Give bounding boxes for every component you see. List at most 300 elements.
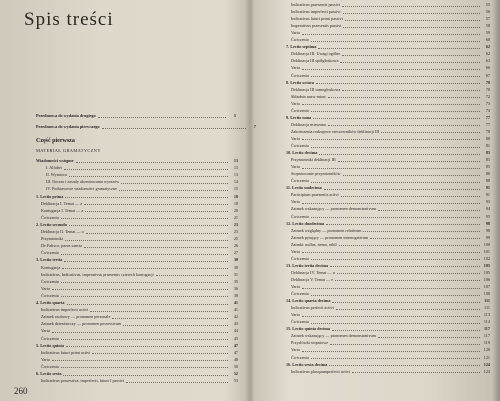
toc-entry-page: 101 [483, 248, 490, 254]
toc-entry [291, 242, 490, 248]
toc-entry [291, 355, 490, 361]
toc-entry-title: Varia [291, 164, 300, 170]
toc-entry-title: 8. Lectio octava [286, 79, 315, 85]
toc-entry-title: 2. Lectio secunda [36, 221, 67, 227]
toc-entry-page: 27 [233, 250, 238, 256]
toc-entry [41, 293, 238, 299]
dot-leader [311, 323, 480, 324]
toc-entry-page: 113 [483, 312, 490, 318]
toc-entry [41, 350, 238, 356]
dot-leader [302, 139, 480, 140]
toc-entry [41, 250, 238, 256]
toc-entry-title: Ćwiczenia [291, 291, 309, 297]
toc-entry [291, 23, 490, 29]
dot-leader [328, 125, 480, 126]
toc-entry-page: 21 [233, 214, 238, 220]
toc-entry [41, 243, 238, 249]
toc-entry-title: 3. Lectio tertia [36, 257, 63, 263]
dot-leader [69, 225, 228, 226]
toc-entry-page: 25 [233, 236, 238, 242]
dot-leader [311, 295, 480, 296]
dot-leader [61, 218, 228, 219]
toc-entry [41, 279, 238, 285]
dot-leader [86, 233, 228, 234]
preface-entry: Przedmowa do wydania drugiego 5 [36, 113, 236, 118]
toc-entry-title: Indicativus imperfecti passivi [291, 9, 341, 15]
toc-entry-page: 15 [233, 186, 238, 192]
dot-leader [84, 204, 228, 205]
toc-entry-page: 91 [485, 185, 490, 191]
toc-entry [41, 357, 238, 363]
toc-entry [291, 284, 490, 290]
toc-entry-page: 53 [233, 378, 238, 384]
toc-entry-title: Wiadomości wstępne [36, 158, 74, 163]
dot-leader [302, 203, 480, 204]
dot-leader [52, 360, 228, 361]
toc-entry-page: 98 [485, 227, 490, 233]
toc-entry-title: Deklinacja III. Uwagi ogólne [291, 51, 341, 57]
toc-entry-page: 20 [233, 207, 238, 213]
toc-entry-title: Składnia nazw miast [291, 93, 326, 99]
toc-entry-title: Deklinacja V. Temat — e [291, 276, 334, 282]
dot-leader [52, 289, 228, 290]
toc-entry-title: Varia [41, 328, 50, 334]
toc-entry [291, 369, 490, 375]
toc-entry-title: Zaimek osobowy — pronomen personale [41, 314, 111, 320]
toc-entry [291, 58, 490, 64]
toc-entry-title: 16. Lectio sexta decima [286, 361, 328, 367]
toc-entry [291, 65, 490, 71]
toc-entry [291, 291, 490, 297]
toc-entry-title: Participium praesentis activi [291, 192, 339, 198]
dot-leader [316, 83, 480, 84]
toc-entry [36, 371, 238, 377]
toc-entry [291, 101, 490, 107]
toc-entry-title: Ćwiczenia [291, 178, 309, 184]
right-page [254, 0, 500, 401]
dot-leader [90, 311, 228, 312]
toc-entry-title: Ćwiczenia [41, 363, 59, 369]
toc-entry-page: 62 [485, 51, 490, 57]
dot-leader [302, 252, 480, 253]
dot-leader [326, 224, 480, 225]
toc-entry [291, 9, 490, 15]
toc-entry-page: 36 [233, 285, 238, 291]
toc-entry-title: Zaimek wskazujący — pronomen demonstrativum [291, 333, 376, 339]
preface-entry: Przedmowa do wydania pierwszego 7 [36, 124, 256, 129]
toc-entry [291, 16, 490, 22]
toc-entry [286, 44, 490, 50]
toc-entry [286, 326, 490, 332]
toc-entry-page: 121 [483, 354, 490, 360]
toc-entry [41, 236, 238, 242]
dot-leader [85, 211, 228, 212]
dot-leader [381, 132, 480, 133]
toc-entry-title: Varia [291, 30, 300, 36]
toc-entry [41, 208, 238, 214]
dot-leader [328, 97, 480, 98]
toc-entry-title: Przymiotniki [41, 236, 63, 242]
toc-entry-page: 23 [233, 221, 238, 227]
dot-leader [332, 330, 480, 331]
toc-entry [286, 115, 490, 121]
toc-entry-page: 120 [483, 347, 490, 353]
toc-entry [291, 94, 490, 100]
toc-entry-title: Ćwiczenia [291, 72, 309, 78]
toc-entry-title: Ćwiczenia [291, 319, 309, 325]
toc-entry-page: 57 [485, 16, 490, 22]
toc-entry-page: 48 [233, 356, 238, 362]
toc-entry-page: 119 [483, 340, 490, 346]
toc-entry [36, 257, 238, 263]
dot-leader [84, 247, 228, 248]
toc-entry-page: 106 [483, 276, 490, 282]
toc-entry-title: Koniugacja I. Temat — a [41, 207, 84, 213]
dot-leader [311, 259, 480, 260]
toc-entry-title: Varia [291, 284, 300, 289]
dot-leader [311, 111, 480, 112]
toc-entry [41, 286, 238, 292]
dot-leader [61, 282, 228, 283]
dot-leader [126, 382, 228, 383]
toc-entry-title: 14. Lectio quarta decima [286, 298, 331, 304]
dot-leader [119, 190, 228, 191]
dot-leader [318, 48, 480, 49]
dot-leader [92, 353, 228, 354]
dot-leader [121, 183, 228, 184]
toc-entry-page: 23 [233, 229, 238, 234]
toc-entry-title: Varia [291, 65, 300, 71]
dot-leader [340, 62, 480, 63]
dot-leader [343, 13, 480, 14]
toc-entry-page: 98 [485, 220, 490, 226]
dot-leader [311, 217, 480, 218]
toc-entry [291, 305, 490, 311]
toc-entry [41, 265, 238, 271]
toc-entry-title: 13. Lectio tertia decima [286, 262, 329, 268]
dot-leader [62, 268, 228, 269]
toc-entry [291, 340, 490, 346]
dot-leader [311, 358, 480, 359]
dot-leader [302, 104, 480, 105]
toc-entry-title: Zaimki: nullus, nemo, nihil [291, 241, 337, 247]
toc-entry-title: Varia [291, 248, 300, 254]
toc-entry-title: Varia [41, 285, 50, 291]
toc-entry-page: 66 [485, 65, 490, 71]
toc-entry [286, 362, 490, 368]
toc-entry-title: Stopniowanie przymiotników [291, 171, 341, 177]
toc-entry-title: IV. Podstawowe wiadomości gramatyczne [46, 186, 117, 192]
dot-leader [343, 175, 480, 176]
toc-entry-page: 42 [233, 314, 238, 320]
toc-entry-page: 107 [483, 284, 490, 289]
toc-entry-title: Ćwiczenia [291, 107, 309, 113]
toc-entry-page: 30 [233, 264, 238, 270]
toc-entry-title: Indicativus imperfecti activi [41, 307, 89, 313]
toc-entry-page: 77 [485, 121, 490, 127]
dot-leader [61, 296, 228, 297]
toc-entry-page: 78 [485, 128, 490, 134]
dot-leader [66, 346, 228, 347]
toc-entry-page: 111 [484, 305, 490, 311]
toc-entry-page: 44 [233, 328, 238, 334]
toc-entry-page: 93 [485, 199, 490, 205]
toc-entry-page: 47 [233, 342, 238, 348]
toc-entry [46, 172, 238, 178]
toc-entry [36, 300, 238, 306]
dot-leader [61, 339, 228, 340]
dot-leader [61, 367, 228, 368]
dot-leader [342, 55, 480, 56]
toc-entry-title: Varia [291, 100, 300, 106]
toc-entry [291, 214, 490, 220]
dot-leader [342, 6, 480, 7]
toc-entry [291, 249, 490, 255]
dot-leader [156, 275, 228, 276]
toc-entry-title: Ćwiczenia [41, 335, 59, 341]
dot-leader [345, 20, 480, 21]
toc-entry-title: 9. Lectio nona [286, 114, 312, 120]
toc-entry-page: 81 [485, 143, 490, 148]
toc-entry [291, 199, 490, 205]
toc-entry [291, 157, 490, 163]
toc-entry-page: 88 [485, 178, 490, 184]
toc-entry [36, 222, 238, 228]
toc-entry [291, 30, 490, 36]
toc-entry-page: 70 [485, 79, 490, 85]
toc-entry-page: 100 [483, 241, 490, 247]
dot-leader [332, 302, 480, 303]
toc-entry-page: 30 [233, 257, 238, 263]
page-edge [492, 0, 500, 401]
page-title: Spis treści [24, 9, 114, 30]
toc-entry-page: 105 [483, 269, 490, 275]
toc-entry-title: Zakończenia rodzajowe rzeczowników deklinacji III [291, 128, 380, 134]
toc-entry-page: 52 [233, 371, 238, 376]
toc-entry-title: Ćwiczenia [41, 292, 59, 298]
toc-entry-page: 41 [233, 307, 238, 313]
toc-entry [41, 272, 238, 278]
toc-entry-title: Indicativus, Indicativus, imperativus praesentis czterech koniugacji [41, 271, 154, 277]
dot-leader [302, 34, 480, 35]
toc-entry-page: 43 [233, 321, 238, 327]
toc-entry [41, 378, 238, 384]
dot-leader [335, 280, 480, 281]
toc-entry-page: 70 [485, 86, 490, 92]
toc-entry-title: Varia [291, 347, 300, 353]
toc-entry-page: 26 [233, 243, 238, 249]
toc-entry [291, 235, 490, 241]
toc-entry-title: Ćwiczenia [291, 213, 309, 219]
toc-entry-page: 124 [483, 368, 490, 374]
toc-entry [46, 165, 238, 171]
toc-entry-title: Ćwiczenia [291, 37, 309, 43]
toc-entry [291, 270, 490, 276]
toc-entry [291, 87, 490, 93]
dot-leader [65, 197, 228, 198]
toc-entry [291, 192, 490, 198]
toc-entry [41, 201, 238, 207]
toc-entry-page: 13 [233, 172, 238, 178]
toc-entry-title: De Falisco, parva sancta [41, 243, 82, 249]
toc-entry-title: I. Alfabet [46, 165, 62, 171]
toc-entry-title: Indicativus futuri primi passivi [291, 16, 343, 22]
toc-entry-page: 74 [485, 107, 490, 113]
dot-leader [302, 351, 480, 352]
toc-entry-page: 55 [485, 2, 490, 7]
toc-entry [291, 122, 490, 128]
toc-entry [291, 129, 490, 135]
toc-entry-title: Varia [291, 312, 300, 318]
dot-leader [65, 240, 228, 241]
toc-entry [46, 179, 238, 185]
dot-leader [61, 254, 228, 255]
toc-entry-title: Zaimek pytający — pronomen interrogativum [291, 234, 369, 240]
toc-entry [291, 51, 490, 57]
toc-entry-title: Ćwiczenia [291, 255, 309, 261]
toc-entry-page: 67 [485, 72, 490, 78]
toc-entry-title: Ćwiczenia [291, 143, 309, 148]
section-subtitle: MATERIAŁ GRAMATYCZNY [36, 148, 101, 153]
toc-entry-title: Indicativus praesentis passivi [291, 2, 341, 7]
toc-entry-title: Deklinacja I. Temat — a [41, 200, 83, 206]
dot-leader [330, 344, 480, 345]
toc-entry-title: Indicativus perfecti activi [291, 305, 334, 311]
dot-leader [338, 161, 480, 162]
toc-entry-page: 99 [485, 234, 490, 240]
toc-entry-title: 12. Lectio duodecima [286, 220, 325, 226]
toc-entry-page: 38 [233, 292, 238, 298]
toc-entry [291, 164, 490, 170]
toc-entry-page: 95 [485, 213, 490, 219]
toc-entry [41, 364, 238, 370]
toc-entry-title: 7. Lectio septima [286, 44, 317, 50]
toc-entry-page: 62 [485, 44, 490, 50]
dot-leader [378, 337, 480, 338]
toc-entry [291, 171, 490, 177]
toc-entry-title: Varia [41, 356, 50, 362]
toc-entry-page: 14 [233, 179, 238, 185]
toc-entry-page: 18 [233, 193, 238, 199]
dot-leader [342, 90, 480, 91]
toc-entry-page: 105 [483, 262, 490, 268]
toc-entry [291, 333, 490, 339]
toc-entry [291, 178, 490, 184]
page-number: 260 [14, 386, 28, 396]
toc-entry [286, 185, 490, 191]
toc-entry-title: Indicativus futuri primi activi [41, 349, 91, 355]
toc-entry [291, 312, 490, 318]
toc-entry-page: 56 [485, 9, 490, 15]
toc-entry-page: 114 [483, 319, 490, 325]
dot-leader [370, 238, 480, 239]
dot-leader [302, 316, 480, 317]
toc-entry-page: 83 [485, 157, 490, 163]
toc-entry [41, 321, 238, 327]
toc-entry-title: 15. Lectio quinta decima [286, 326, 330, 332]
toc-entry [41, 229, 238, 235]
toc-entry-title: Ćwiczenia [41, 278, 59, 284]
toc-entry-title: Przysłówki stopniowe [291, 340, 329, 346]
toc-entry-title: Deklinacja III spółgłoskowa [291, 58, 339, 64]
toc-entry-title: Deklinacja mieszana [291, 121, 326, 127]
toc-entry-page: 13 [233, 158, 238, 163]
toc-entry [41, 314, 238, 320]
toc-entry [291, 136, 490, 142]
dot-leader [313, 118, 480, 119]
toc-entry-title: Deklinacja III samogłoskowa [291, 86, 341, 92]
toc-entry-page: 80 [485, 135, 490, 141]
toc-entry [46, 186, 238, 192]
toc-entry-page: 86 [485, 171, 490, 177]
dot-leader [352, 372, 480, 373]
dot-leader [302, 69, 480, 70]
dot-leader [337, 273, 480, 274]
toc-entry [291, 228, 490, 234]
toc-entry-title: Ćwiczenia [291, 354, 309, 360]
dot-leader [378, 210, 480, 211]
toc-entry-page: 94 [485, 206, 490, 212]
dot-leader [339, 245, 480, 246]
toc-entry-page: 108 [483, 291, 490, 297]
toc-entry [286, 263, 490, 269]
toc-entry-title: Koniugacja [41, 264, 61, 270]
toc-entry-title: II. Wymowa [46, 172, 67, 178]
toc-entry-page: 45 [233, 335, 238, 341]
dot-leader [319, 154, 480, 155]
toc-entry [41, 328, 238, 334]
toc-entry-title: Ćwiczenia [41, 214, 59, 220]
dot-leader [341, 196, 480, 197]
dot-leader [67, 304, 229, 305]
dot-leader [64, 169, 228, 170]
toc-entry-title: Ćwiczenia [41, 250, 59, 256]
toc-entry-page: 73 [485, 100, 490, 106]
toc-entry-title: Varia [291, 199, 300, 205]
dot-leader [63, 375, 228, 376]
dot-leader [302, 168, 480, 169]
dot-leader [330, 266, 480, 267]
toc-entry-page: 77 [485, 114, 490, 120]
toc-entry-page: 72 [485, 93, 490, 99]
toc-entry [41, 307, 238, 313]
dot-leader [311, 76, 480, 77]
toc-entry-title: III. Iloczas i zasady akcentowania wyrazów [46, 179, 120, 185]
toc-entry-page: 117 [483, 333, 490, 339]
toc-entry-title: Varia [291, 135, 300, 141]
toc-entry-page: 102 [483, 255, 490, 261]
toc-entry [291, 256, 490, 262]
dot-leader [311, 147, 480, 148]
toc-entry [41, 215, 238, 221]
toc-entry-title: Indicativus possessiva, imperfecti, futuri I passivi [41, 378, 125, 384]
toc-entry-page: 60 [485, 37, 490, 43]
toc-entry-title: Zaimek dzierżawczy — pronomen possessivum [41, 321, 122, 327]
toc-entry-page: 50 [233, 363, 238, 369]
dot-leader [329, 365, 480, 366]
toc-entry-title: Imperativus praesentis passivi [291, 23, 342, 29]
toc-entry-page: 31 [233, 271, 238, 277]
dot-leader [324, 189, 480, 190]
toc-entry [36, 158, 238, 164]
toc-entry [291, 2, 490, 8]
dot-leader [336, 309, 480, 310]
dot-leader [52, 332, 228, 333]
toc-entry [286, 298, 490, 304]
toc-entry [286, 80, 490, 86]
toc-entry [291, 73, 490, 79]
dot-leader [112, 318, 228, 319]
